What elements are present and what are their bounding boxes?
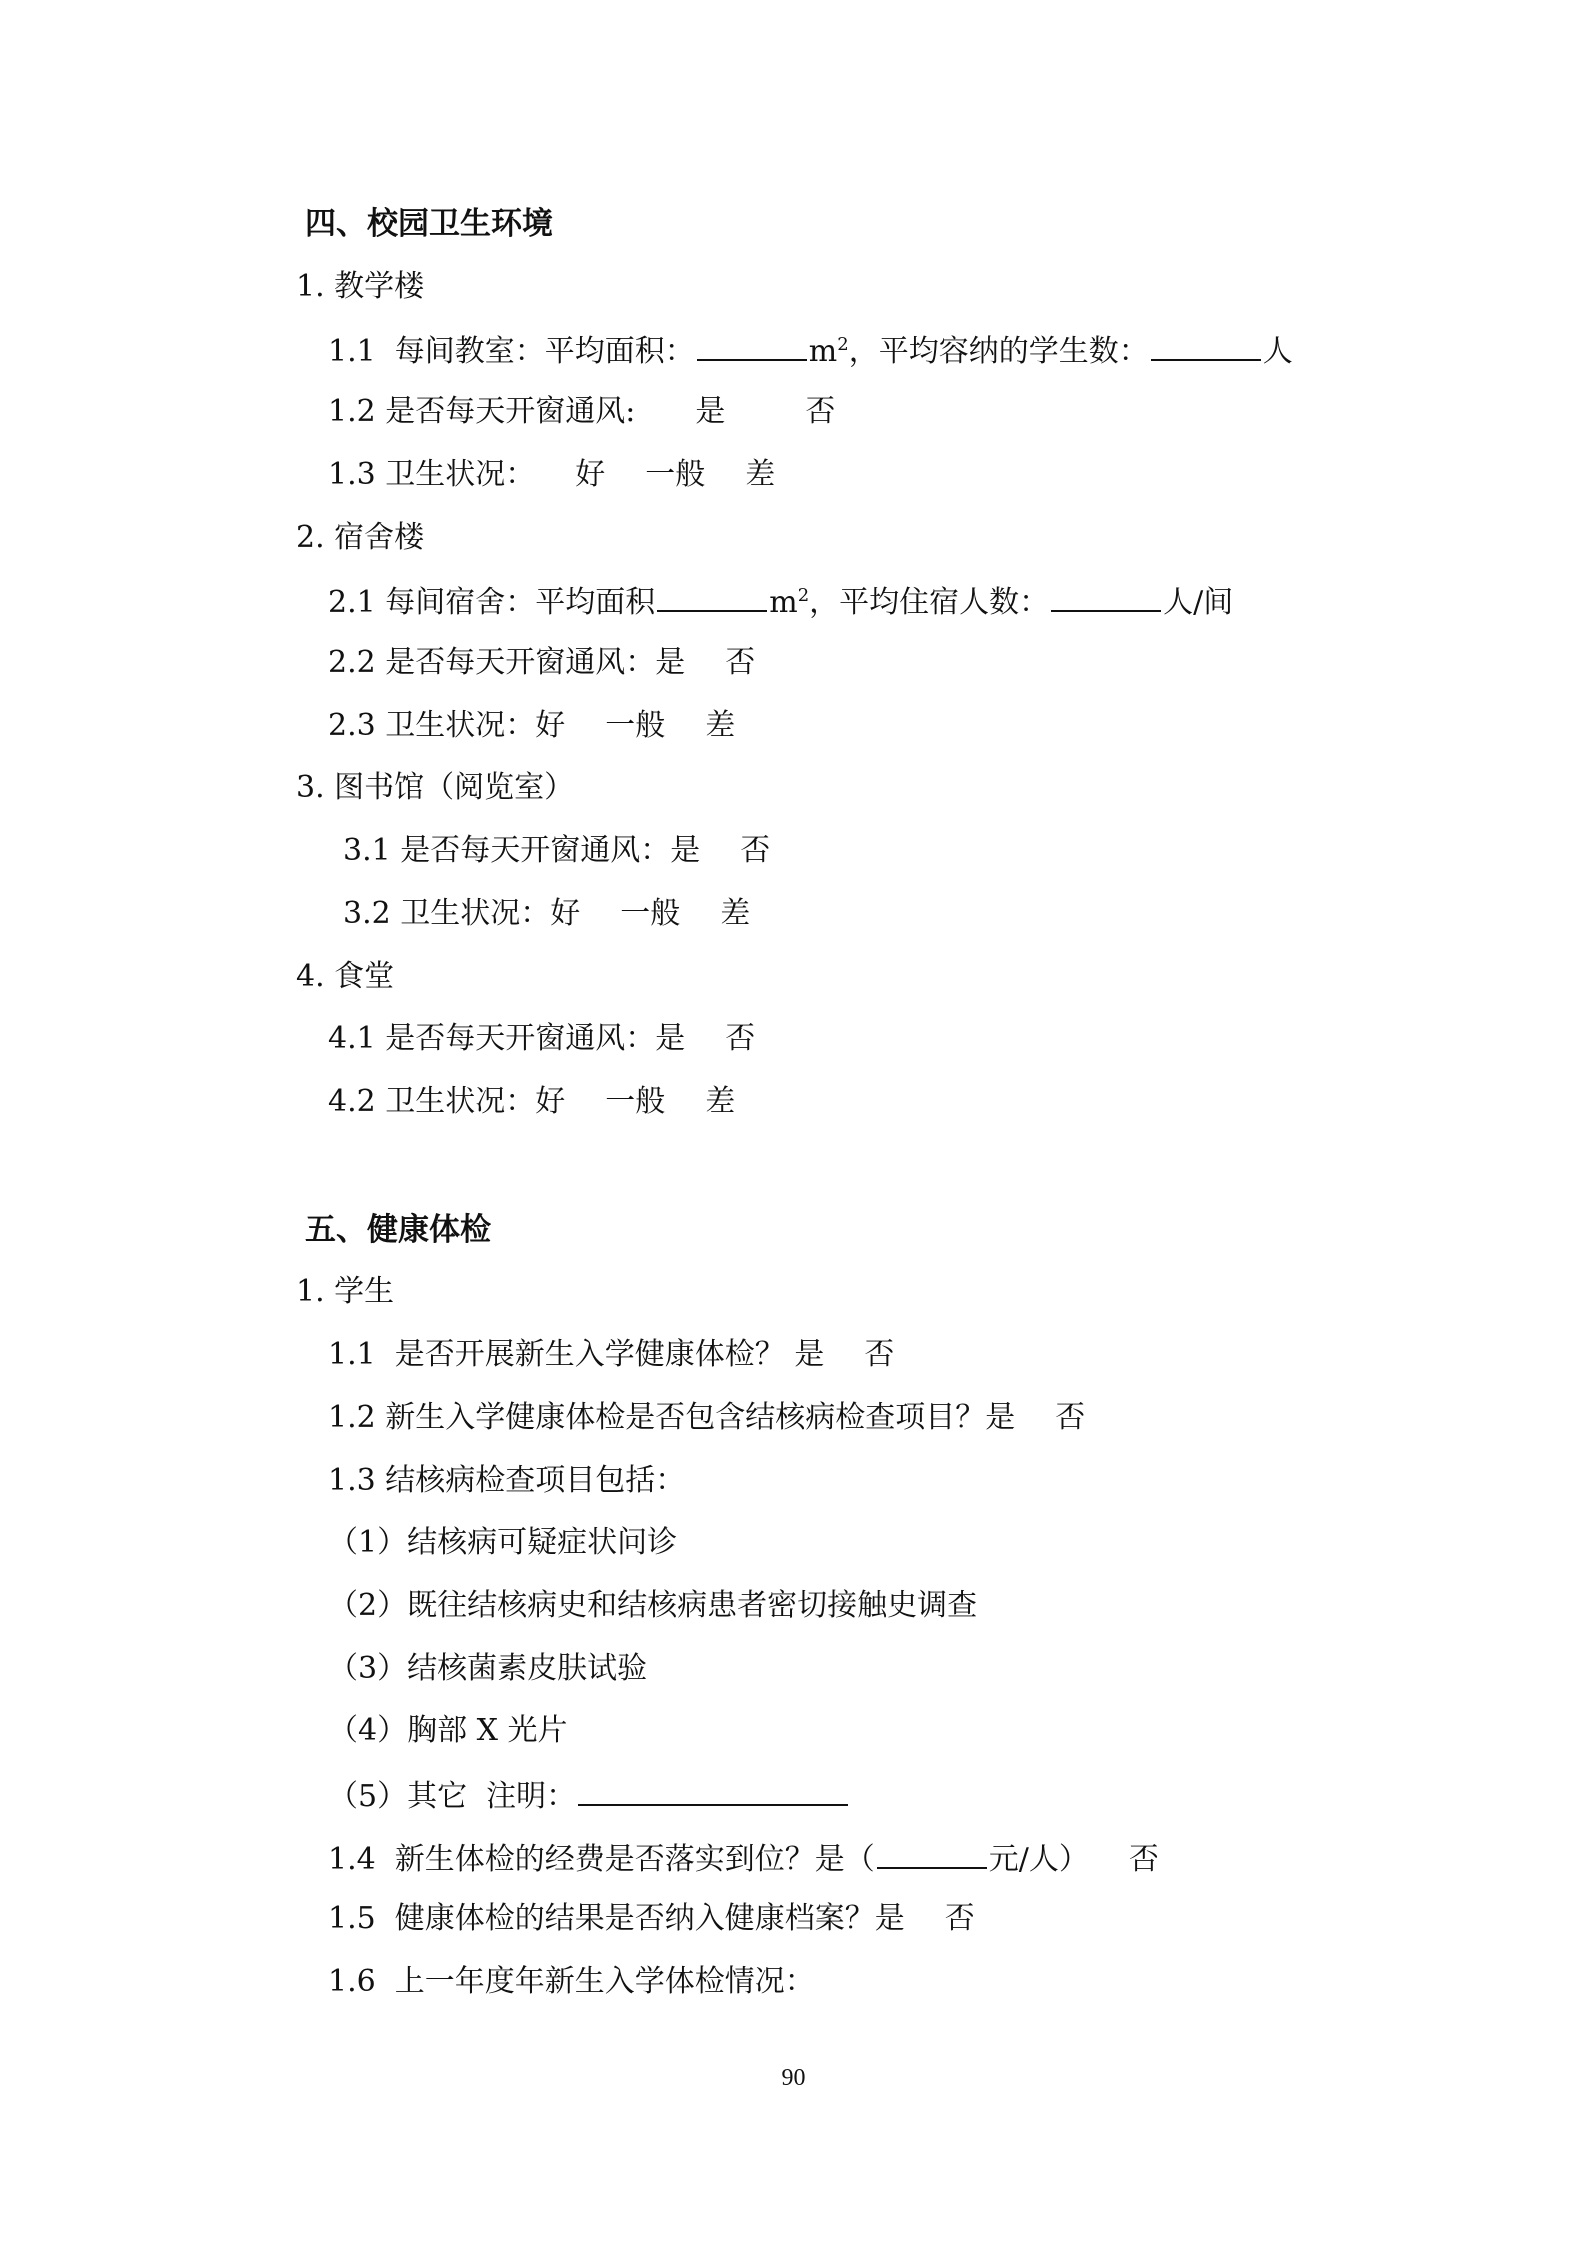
unit-sup: 2	[837, 334, 849, 355]
item-5-1-6: 1.6 上一年度年新生入学体检情况：	[328, 1964, 815, 1999]
residents-blank[interactable]	[1051, 580, 1161, 612]
section5-heading: 五、健康体检	[305, 1212, 491, 1248]
item-5-1-4-label: 1.4 新生体检的经费是否落实到位？是（	[328, 1842, 875, 1877]
tb-option-3: （3）结核菌素皮肤试验	[328, 1651, 648, 1686]
average-option[interactable]: 一般	[605, 1084, 666, 1119]
item-5-1-4-suffix: 元/人）	[988, 1842, 1089, 1877]
average-option[interactable]: 一般	[620, 896, 681, 931]
page-number: 90	[781, 2065, 806, 2091]
tb-option-2: （2）既往结核病史和结核病患者密切接触史调查	[328, 1588, 978, 1623]
item-1-1	[328, 329, 1293, 372]
item-1-2	[328, 392, 835, 432]
good-option[interactable]: 好	[575, 457, 606, 492]
item-5-1-4	[328, 1837, 1159, 1880]
item-4-2	[328, 1082, 735, 1122]
no-option[interactable]: 否	[1055, 1400, 1086, 1435]
tb-option-1: （1）结核病可疑症状问诊	[328, 1525, 678, 1560]
item-canteen: 4. 食堂	[296, 959, 395, 994]
item-2-1-mid: ，平均住宿人数：	[809, 585, 1050, 620]
bad-option[interactable]: 差	[705, 1084, 736, 1119]
tb-option-5	[328, 1774, 850, 1817]
item-4-2-label: 4.2 卫生状况：好	[328, 1084, 566, 1119]
item-3-1-label: 3.1 是否每天开窗通风：是	[343, 833, 701, 868]
item-5-1-5-label: 1.5 健康体检的结果是否纳入健康档案？是	[328, 1901, 905, 1936]
area-blank[interactable]	[697, 329, 807, 361]
bad-option[interactable]: 差	[705, 708, 736, 743]
section4-heading: 四、校园卫生环境	[305, 206, 553, 242]
bad-option[interactable]: 差	[745, 457, 776, 492]
item-2-3-label: 2.3 卫生状况：好	[328, 708, 566, 743]
no-option[interactable]: 否	[1128, 1842, 1159, 1877]
no-option[interactable]: 否	[740, 833, 771, 868]
item-1-3	[328, 455, 775, 495]
average-option[interactable]: 一般	[605, 708, 666, 743]
dorm-area-blank[interactable]	[657, 580, 767, 612]
no-option[interactable]: 否	[944, 1901, 975, 1936]
item-2-2	[328, 643, 755, 683]
item-1-1-suffix: 人	[1262, 334, 1293, 369]
item-5-1-5	[328, 1899, 975, 1939]
item-5-1-1	[328, 1335, 894, 1375]
no-option[interactable]: 否	[805, 394, 836, 429]
item-2-1	[328, 580, 1233, 623]
item-teaching-building: 1. 教学楼	[296, 269, 425, 304]
unit-label: m	[769, 585, 798, 620]
bad-option[interactable]: 差	[720, 896, 751, 931]
students-blank[interactable]	[1151, 329, 1261, 361]
item-4-1-label: 4.1 是否每天开窗通风：是	[328, 1021, 686, 1056]
item-5-1-2	[328, 1398, 1085, 1438]
tb-option-4: （4）胸部 X 光片	[328, 1713, 568, 1748]
item-2-1-suffix: 人/间	[1163, 585, 1234, 620]
item-5-1-2-label: 1.2 新生入学健康体检是否包含结核病检查项目？是	[328, 1400, 1016, 1435]
fee-blank[interactable]	[877, 1837, 987, 1869]
item-1-3-label: 1.3 卫生状况：	[328, 457, 536, 492]
item-5-1-3: 1.3 结核病检查项目包括：	[328, 1463, 686, 1498]
item-1-1-label: 1.1 每间教室：平均面积：	[328, 334, 695, 369]
other-note-blank[interactable]	[578, 1774, 848, 1806]
item-3-1	[343, 831, 770, 871]
tb-option-5-label: （5）其它 注明：	[328, 1779, 577, 1814]
yes-option[interactable]: 是	[695, 394, 726, 429]
item-3-2	[343, 894, 750, 934]
average-option[interactable]: 一般	[645, 457, 706, 492]
item-students: 1. 学生	[296, 1274, 395, 1309]
no-option[interactable]: 否	[725, 645, 756, 680]
item-dormitory: 2. 宿舍楼	[296, 520, 425, 555]
item-4-1	[328, 1019, 755, 1059]
item-1-2-label: 1.2 是否每天开窗通风:	[328, 394, 636, 429]
no-option[interactable]: 否	[725, 1021, 756, 1056]
item-5-1-1-label: 1.1 是否开展新生入学健康体检？ 是	[328, 1337, 825, 1372]
item-2-3	[328, 706, 735, 746]
item-1-1-mid: ，平均容纳的学生数：	[848, 334, 1149, 369]
item-library: 3. 图书馆（阅览室）	[296, 770, 575, 805]
unit-sup: 2	[797, 585, 810, 606]
no-option[interactable]: 否	[864, 1337, 895, 1372]
item-3-2-label: 3.2 卫生状况：好	[343, 896, 581, 931]
item-2-2-label: 2.2 是否每天开窗通风：是	[328, 645, 686, 680]
item-2-1-label: 2.1 每间宿舍：平均面积	[328, 585, 656, 620]
unit-label: m	[808, 334, 838, 369]
